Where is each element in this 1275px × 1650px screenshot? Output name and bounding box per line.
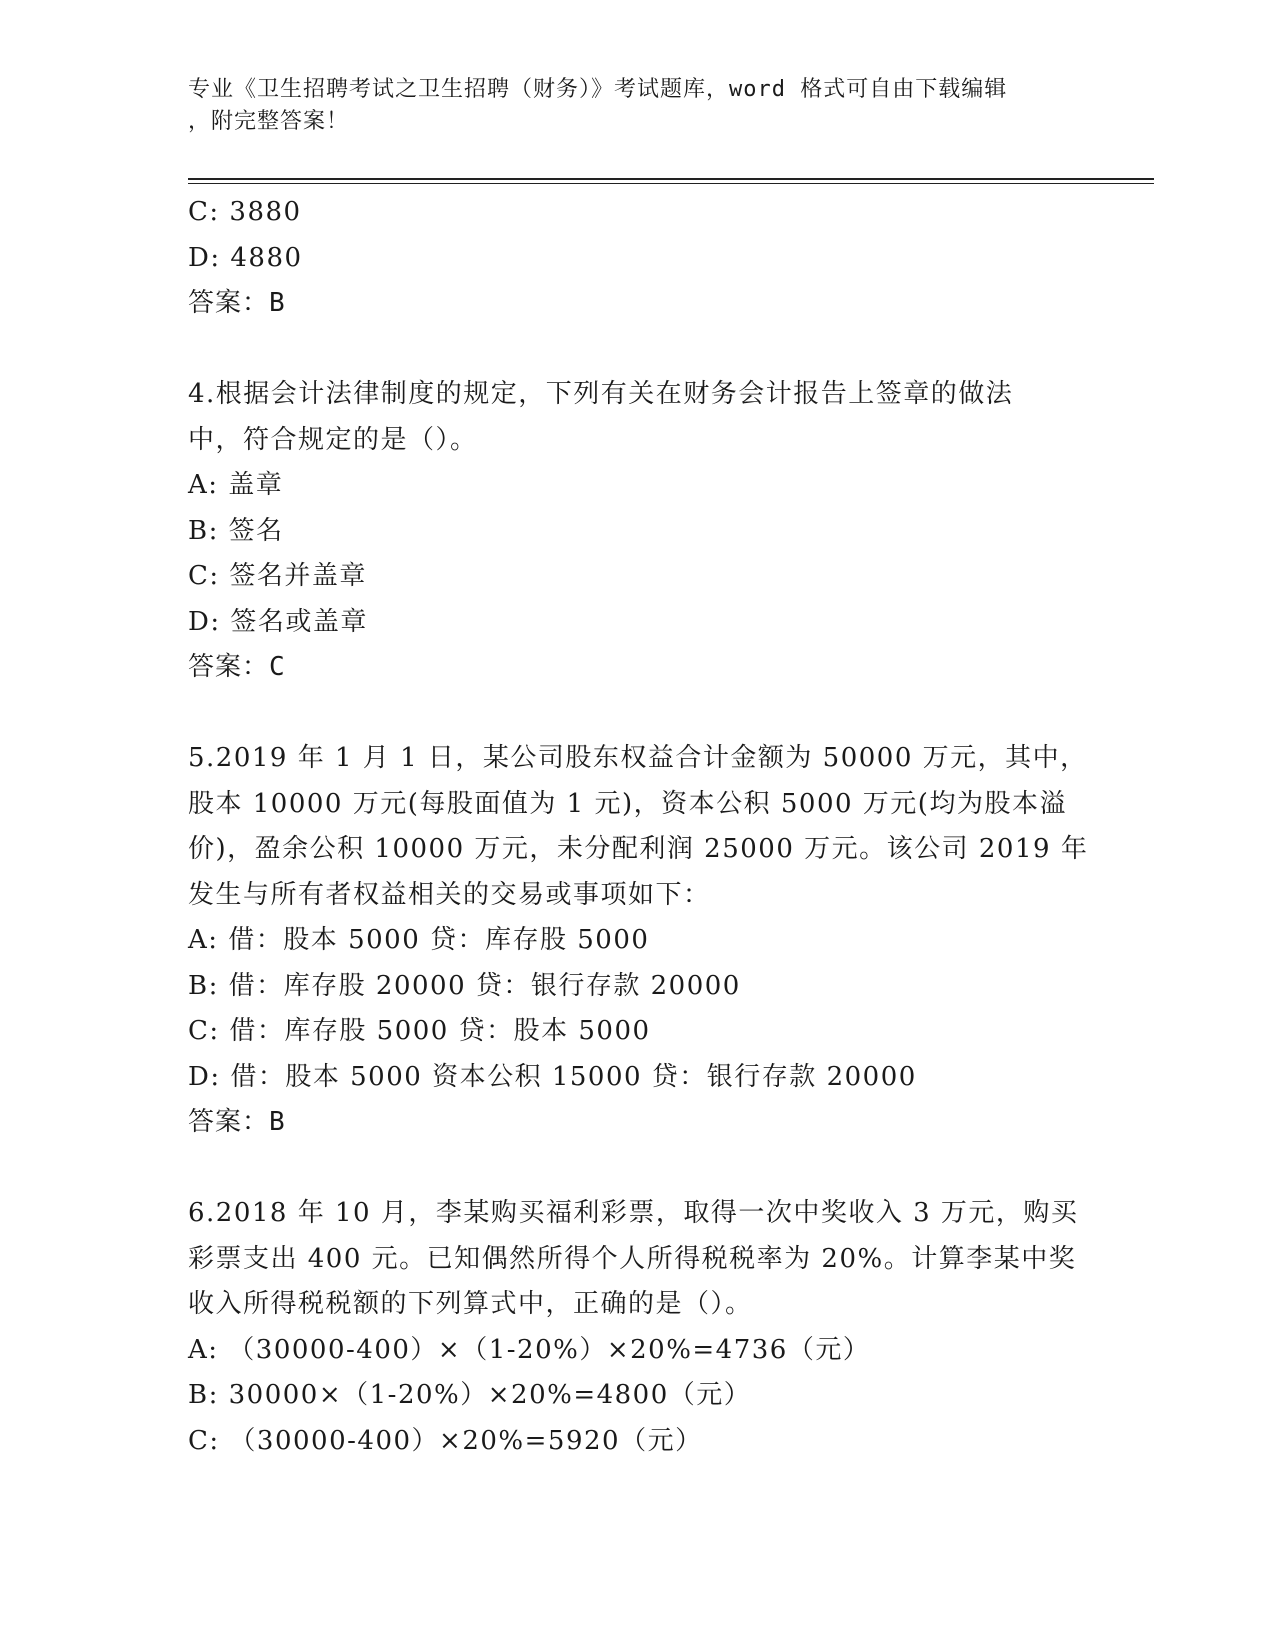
- question-6: [188, 1191, 1108, 1464]
- q5-stem-line: 5.2019 年 1 月 1 日，某公司股东权益合计金额为 50000 万元，其中，: [188, 743, 1088, 773]
- q5-stem-line: 股本 10000 万元(每股面值为 1 元)，资本公积 5000 万元(均为股本溢: [188, 788, 1067, 819]
- q4-option-d: D: 签名或盖章: [188, 606, 368, 637]
- q4-stem-line: 4.根据会计法律制度的规定，下列有关在财务会计报告上签章的做法: [188, 379, 1014, 409]
- q5-option-d: D: 借：股本 5000 资本公积 15000 贷：银行存款 20000: [188, 1061, 917, 1092]
- header-line-1: 专业《卫生招聘考试之卫生招聘（财务）》考试题库，word 格式可自由下载编辑: [188, 77, 1008, 102]
- q5-stem-line: 价)，盈余公积 10000 万元，未分配利润 25000 万元。该公司 2019 年: [188, 834, 1089, 864]
- q5-option-c: C: 借：库存股 5000 贷：股本 5000: [188, 1016, 651, 1046]
- question-5: [188, 736, 1108, 1146]
- q5-answer: 答案：B: [188, 1107, 286, 1137]
- spacer: [188, 327, 1108, 373]
- q4-option-c: C: 签名并盖章: [188, 561, 367, 591]
- q6-stem-line: 收入所得税税额的下列算式中，正确的是（）。: [188, 1289, 753, 1319]
- header-rule-thick: [188, 178, 1154, 180]
- spacer: [188, 691, 1108, 737]
- q3-option-d: D: 4880: [188, 242, 303, 273]
- q3-answer: 答案：B: [188, 288, 286, 318]
- q5-stem-line: 发生与所有者权益相关的交易或事项如下：: [188, 879, 711, 910]
- q6-option-a: A: （30000-400）×（1-20%）×20%=4736（元）: [188, 1334, 871, 1365]
- question-3: [188, 190, 1108, 327]
- q6-stem-line: 6.2018 年 10 月，李某购买福利彩票，取得一次中奖收入 3 万元，购买: [188, 1198, 1079, 1228]
- question-content: [188, 190, 1108, 1464]
- q5-option-b: B: 借：库存股 20000 贷：银行存款 20000: [188, 970, 741, 1001]
- header-rule-thin: [188, 183, 1154, 184]
- q4-option-b: B: 签名: [188, 515, 284, 546]
- q6-stem-line: 彩票支出 400 元。已知偶然所得个人所得税税率为 20%。计算李某中奖: [188, 1243, 1077, 1274]
- q5-option-a: A: 借：股本 5000 贷：库存股 5000: [188, 925, 650, 955]
- spacer: [188, 1146, 1108, 1192]
- q4-option-a: A: 盖章: [188, 470, 284, 500]
- document-header: [188, 74, 1088, 138]
- q4-stem-line: 中，符合规定的是（）。: [188, 424, 478, 455]
- q6-option-b: B: 30000×（1-20%）×20%=4800（元）: [188, 1380, 752, 1410]
- q3-option-c: C: 3880: [188, 197, 302, 227]
- q4-answer: 答案：C: [188, 652, 286, 682]
- header-line-2: ，附完整答案！: [188, 109, 350, 134]
- q6-option-c: C: （30000-400）×20%=5920（元）: [188, 1425, 703, 1456]
- question-4: [188, 372, 1108, 691]
